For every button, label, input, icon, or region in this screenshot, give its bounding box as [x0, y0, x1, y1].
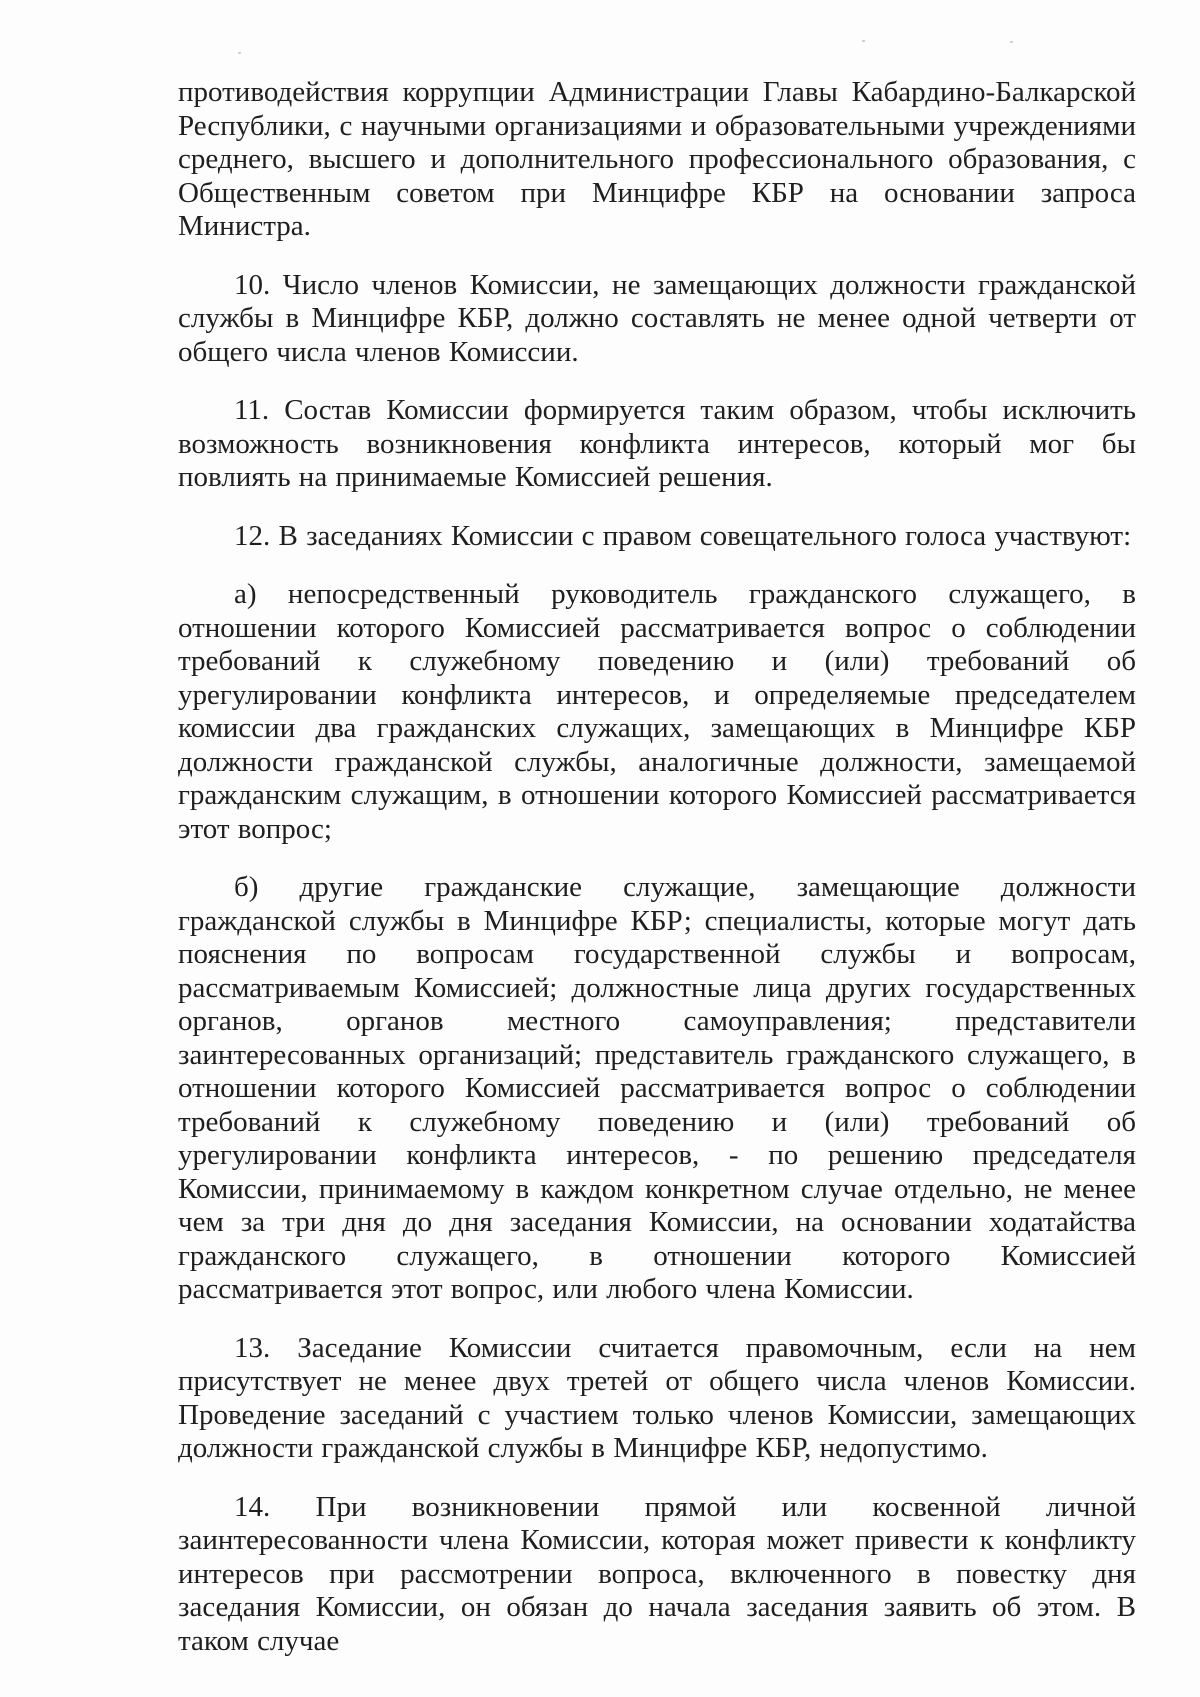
- paragraph-12-b: б) другие гражданские служащие, замещающие должности гражданской службы в Минцифре КБР; специалисты, которые могут дать пояснения по вопросам государственной службы и вопросам, рассматриваемым Комиссией; должностные лица других государственных органов, органов местного самоуправления; представители заинтересованных организаций; представитель гражданского служащего, в отношении которого Комиссией рассматривается вопрос о соблюдении требований к служебному поведению и (или) требований об урегулировании конфликта интересов, - по решению председателя Комиссии, принимаемому в каждом конкретном случае отдельно, не менее чем за три дня до дня заседания Комиссии, на основании ходатайства гражданского служащего, в отношении которого Комиссией рассматривается этот вопрос, или любого члена Комиссии.: [178, 871, 1136, 1305]
- scan-speck: [238, 52, 241, 54]
- document-body: [178, 76, 1136, 1658]
- paragraph-13: 13. Заседание Комиссии считается правомочным, если на нем присутствует не менее двух третей от общего числа членов Комиссии. Проведение заседаний с участием только членов Комиссии, замещающих должности гражданской службы в Минцифре КБР, недопустимо.: [178, 1331, 1136, 1464]
- paragraph-11: 11. Состав Комиссии формируется таким образом, чтобы исключить возможность возникновения конфликта интересов, который мог бы повлиять на принимаемые Комиссией решения.: [178, 394, 1136, 493]
- scan-speck: [862, 40, 865, 42]
- paragraph-14: 14. При возникновении прямой или косвенной личной заинтересованности члена Комиссии, которая может привести к конфликту интересов при рассмотрении вопроса, включенного в повестку дня заседания Комиссии, он обязан до начала заседания заявить об этом. В таком случае: [178, 1490, 1136, 1657]
- paragraph-12: 12. В заседаниях Комиссии с правом совещательного голоса участвуют:: [234, 519, 1132, 552]
- paragraph-10: 10. Число членов Комиссии, не замещающих должности гражданской службы в Минцифре КБР, должно составлять не менее одной четверти от общего числа членов Комиссии.: [178, 268, 1136, 368]
- scan-speck: [1010, 41, 1013, 43]
- paragraph-12-a: а) непосредственный руководитель гражданского служащего, в отношении которого Комиссией рассматривается вопрос о соблюдении требований к служебному поведению и (или) требований об урегулировании конфликта интересов, и определяемые председателем комиссии два гражданских служащих, замещающих в Минцифре КБР должности гражданской службы, аналогичные должности, замещаемой гражданским служащим, в отношении которого Комиссией рассматривается этот вопрос;: [178, 578, 1136, 845]
- paragraph-continuation: противодействия коррупции Администрации Главы Кабардино-Балкарской Республики, с научными организациями и образовательными учреждениями среднего, высшего и дополнительного профессионального образования, с Общественным советом при Минцифре КБР на основании запроса Министра.: [178, 76, 1136, 242]
